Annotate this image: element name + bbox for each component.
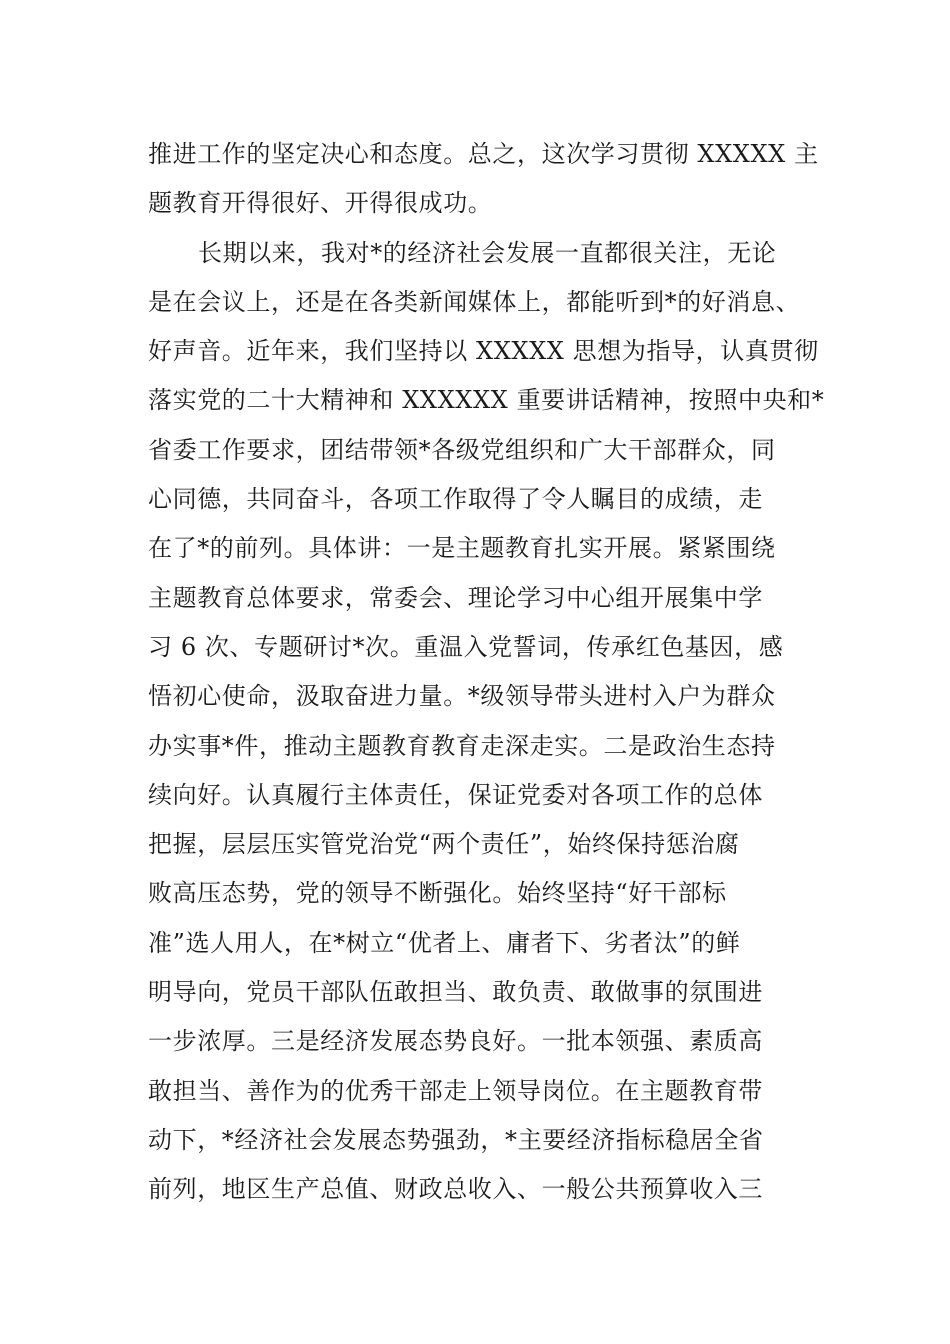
- paragraph-line: 心同德，共同奋斗，各项工作取得了令人瞩目的成绩，走: [148, 485, 763, 514]
- paragraph-line: 前列，地区生产总值、财政总收入、一般公共预算收入三: [148, 1175, 763, 1204]
- paragraph-line: 把握，层层压实管党治党“两个责任”，始终保持惩治腐: [148, 830, 740, 859]
- paragraph-line: 续向好。认真履行主体责任，保证党委对各项工作的总体: [148, 780, 763, 809]
- paragraph-line: 在了*的前列。具体讲：一是主题教育扎实开展。紧紧围绕: [148, 534, 776, 563]
- paragraph-line: 敢担当、善作为的优秀干部走上领导岗位。在主题教育带: [148, 1076, 763, 1105]
- paragraph-line: 好声音。近年来，我们坚持以 XXXXX 思想为指导，认真贯彻: [148, 337, 819, 366]
- paragraph-line: 准”选人用人，在*树立“优者上、庸者下、劣者汰”的鲜: [148, 928, 741, 957]
- paragraph-line: 动下，*经济社会发展态势强劲，*主要经济指标稳居全省: [148, 1125, 764, 1154]
- paragraph-line: 主题教育总体要求，常委会、理论学习中心组开展集中学: [148, 583, 763, 612]
- document-body: [148, 130, 825, 1215]
- paragraph-line: 悟初心使命，汲取奋进力量。*级领导带头进村入户为群众: [148, 682, 776, 711]
- paragraph-line: 落实党的二十大精神和 XXXXXX 重要讲话精神，按照中央和*: [148, 386, 825, 415]
- paragraph-line: 习 6 次、专题研讨*次。重温入党誓词，传承红色基因，感: [148, 632, 784, 661]
- paragraph-line: 办实事*件，推动主题教育教育走深走实。二是政治生态持: [148, 731, 776, 760]
- paragraph-first-line: 长期以来，我对*的经济社会发展一直都很关注，无论: [198, 238, 777, 267]
- paragraph-line: 一步浓厚。三是经济发展态势良好。一批本领强、素质高: [148, 1027, 763, 1056]
- paragraph-line: 是在会议上，还是在各类新闻媒体上，都能听到*的好消息、: [148, 287, 801, 316]
- paragraph-line: 明导向，党员干部队伍敢担当、敢负责、敢做事的氛围进: [148, 978, 763, 1007]
- paragraph-line: 推进工作的坚定决心和态度。总之，这次学习贯彻 XXXXX 主: [148, 140, 819, 168]
- paragraph-line: 败高压态势，党的领导不断强化。始终坚持“好干部标: [148, 879, 727, 908]
- paragraph-line: 省委工作要求，团结带领*各级党组织和广大干部群众，同: [148, 435, 776, 464]
- paragraph-line: 题教育开得很好、开得很成功。: [148, 189, 493, 218]
